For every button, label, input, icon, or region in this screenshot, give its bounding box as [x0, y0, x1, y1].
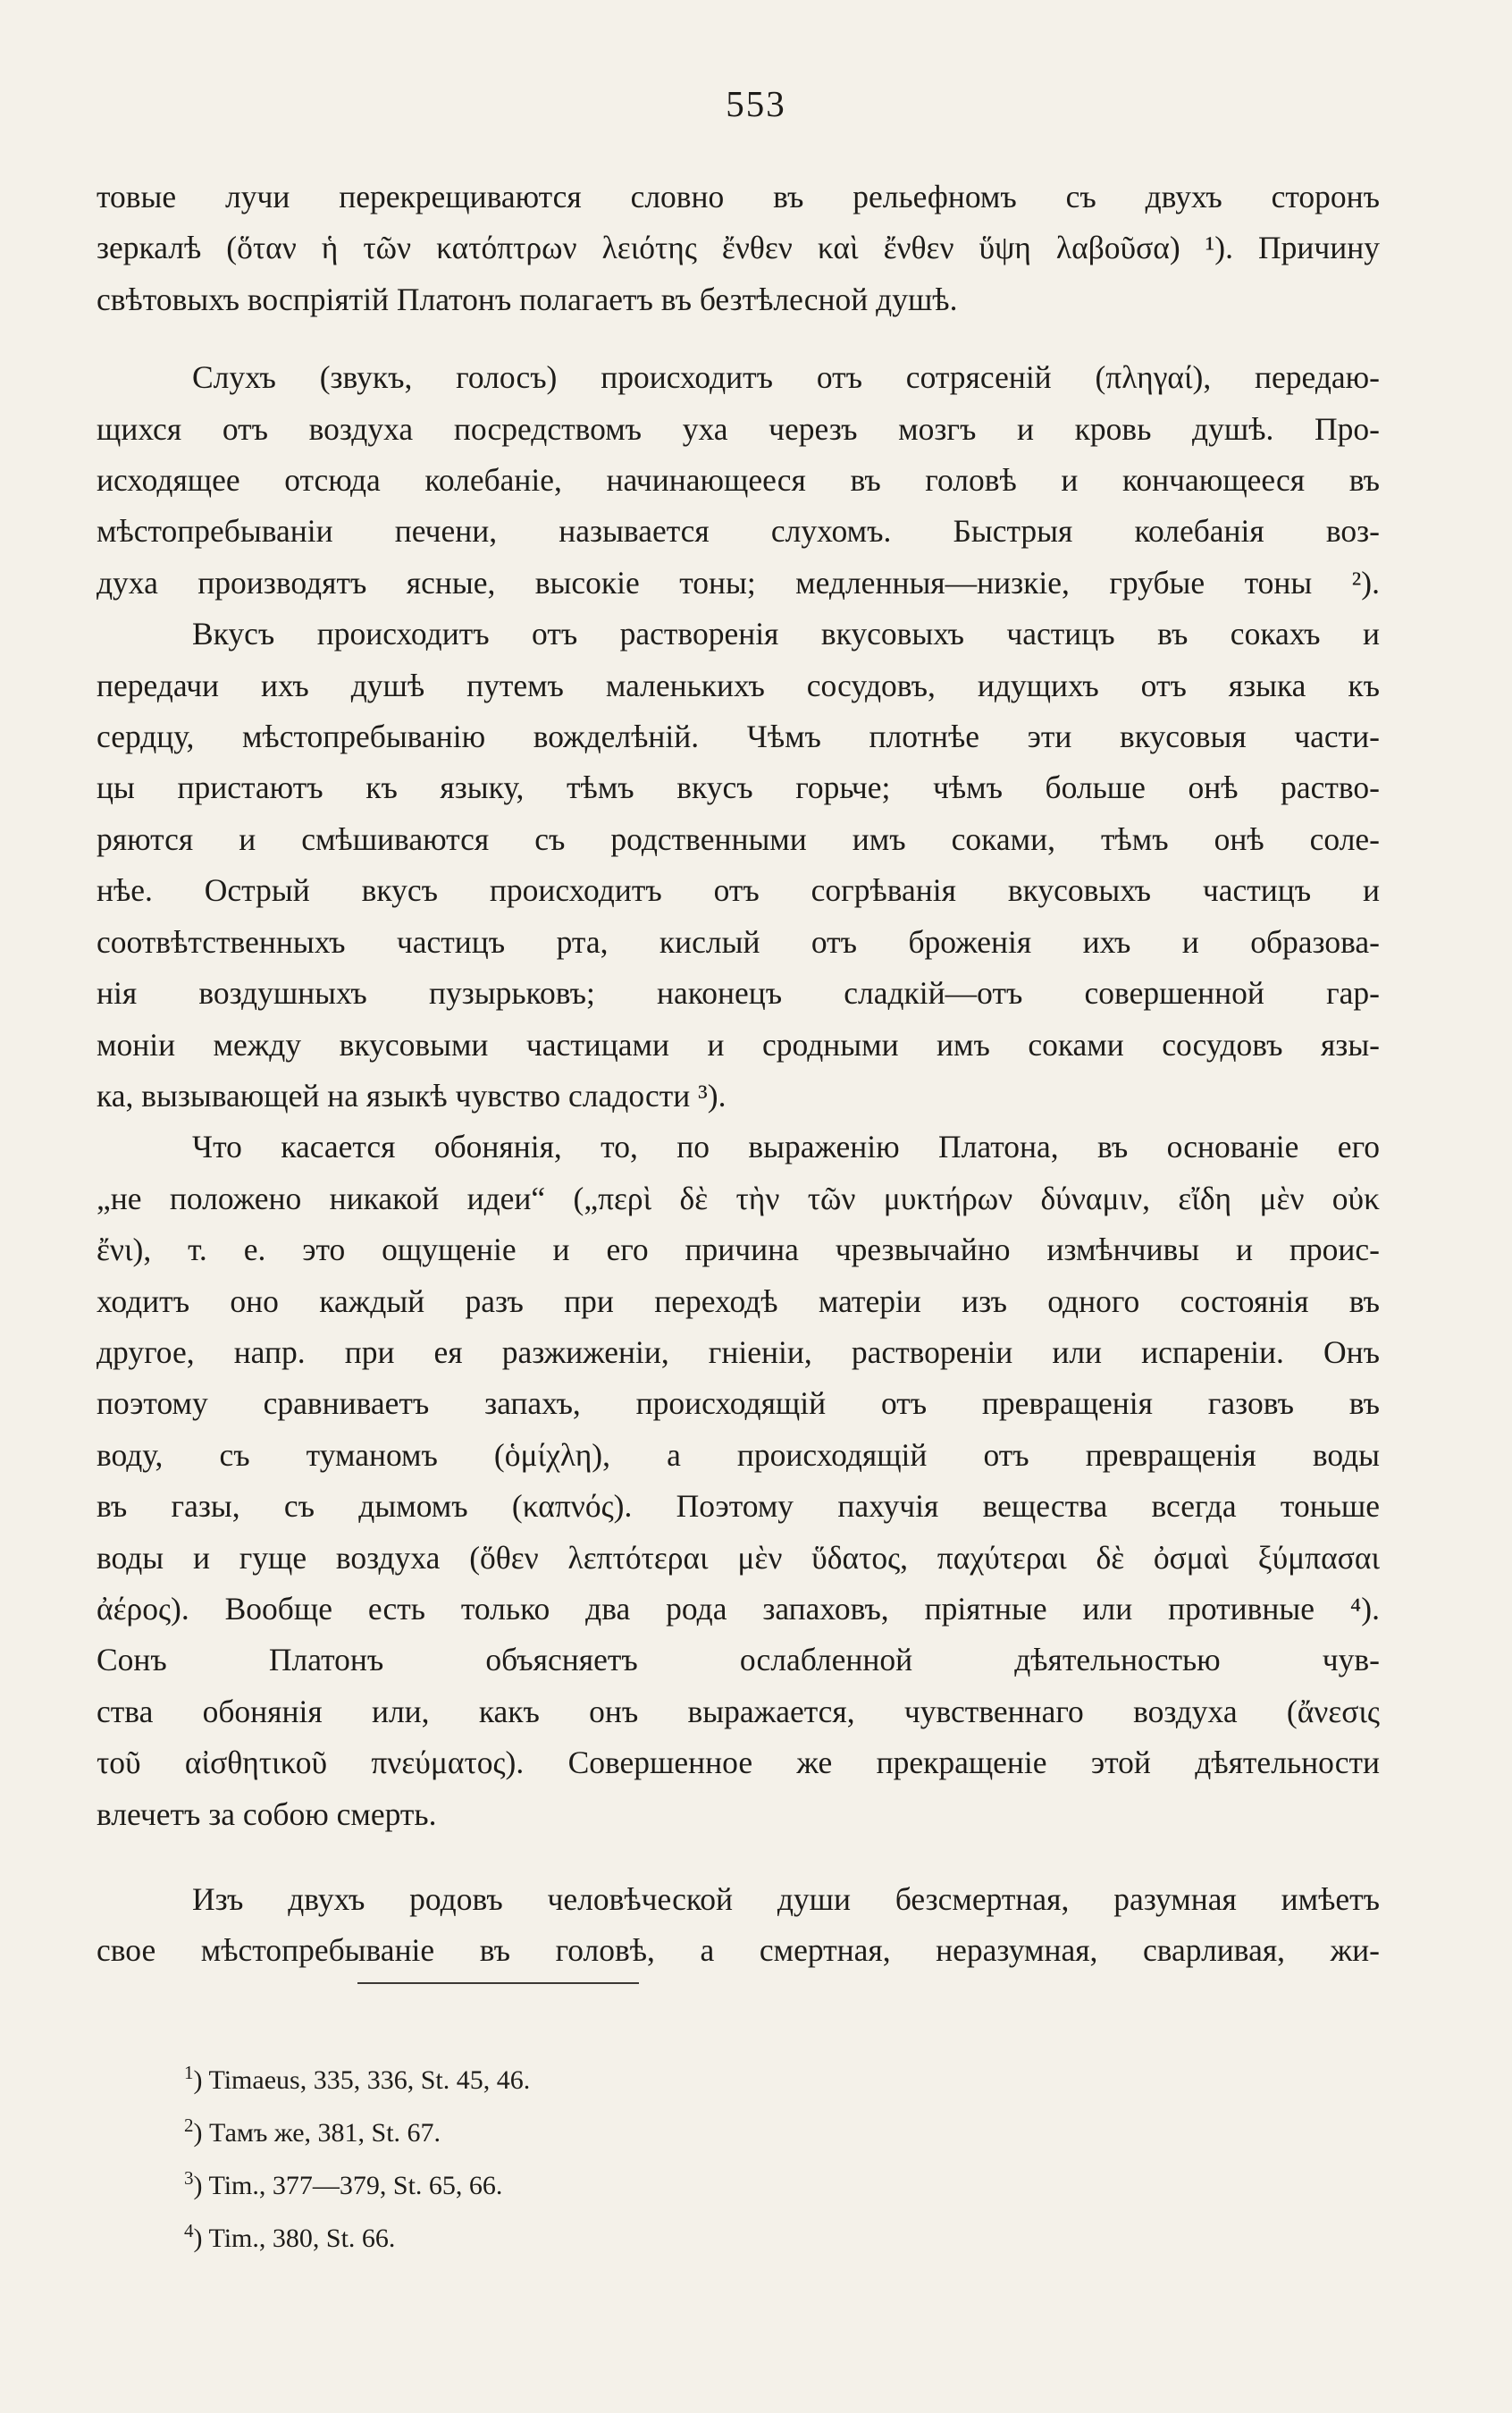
text-line: мѣстопребываніи печени, называется слухомъ. Быстрыя колебанія воз-	[97, 513, 1380, 550]
text-line: воду, съ туманомъ (ὁμίχλη), а происходящій отъ превращенія воды	[97, 1436, 1380, 1473]
text-line: въ газы, съ дымомъ (καπνός). Поэтому пахучія вещества всегда тоньше	[97, 1488, 1380, 1525]
paragraph-smell	[97, 1122, 1380, 1840]
text-line: воды и гуще воздуха (ὅθεν λεπτότεραι μὲν ὕδατος, παχύτεραι δὲ ὀσμαὶ ξύμπασαι	[97, 1539, 1380, 1576]
text-line: Вкусъ происходитъ отъ растворенія вкусовыхъ частицъ въ сокахъ и	[192, 616, 1380, 652]
footnote: $^1$) Timaeus, 335, 336, St. 45, 46.	[184, 2062, 531, 2095]
text-line: свѣтовыхъ воспріятій Платонъ полагаетъ въ безтѣлесной душѣ.	[97, 281, 958, 317]
text-line: товые лучи перекрещиваются словно въ рельефномъ съ двухъ сторонъ	[97, 179, 1380, 214]
footnote: $^3$) Tim., 377—379, St. 65, 66.	[184, 2167, 503, 2200]
paragraph-soul	[97, 1874, 1380, 1977]
text-line: ряются и смѣшиваются съ родственными имъ соками, тѣмъ онѣ соле-	[97, 820, 1380, 857]
text-line: зеркалѣ (ὅταν ἡ τῶν κατόπτρων λειότης ἔνθεν καὶ ἔνθεν ὕψη λαβοῦσα) ¹). Причину	[97, 230, 1380, 266]
text-line: цы пристаютъ къ языку, тѣмъ вкусъ горьче; чѣмъ больше онѣ раство-	[97, 769, 1380, 806]
footnote-mark: 2	[184, 2115, 194, 2136]
text-line: ства обонянія или, какъ онъ выражается, чувственнаго воздуха (ἄνεσις	[97, 1693, 1380, 1729]
text-line: передачи ихъ душѣ путемъ маленькихъ сосудовъ, идущихъ отъ языка къ	[97, 667, 1380, 703]
paragraph-taste	[97, 609, 1380, 1122]
text-line: сердцу, мѣстопребыванію вожделѣній. Чѣмъ плотнѣе эти вкусовыя части-	[97, 719, 1380, 755]
text-line: ходитъ оно каждый разъ при переходѣ матеріи изъ одного состоянія въ	[97, 1282, 1380, 1319]
text-line: нѣе. Острый вкусъ происходитъ отъ согрѣванія вкусовыхъ частицъ и	[97, 872, 1380, 909]
text-line: τοῦ αἰσθητικοῦ πνεύματος). Совершенное же прекращеніе этой дѣятельности	[97, 1745, 1380, 1781]
text-line: соотвѣтственныхъ частицъ рта, кислый отъ броженія ихъ и образова-	[97, 923, 1380, 960]
text-line: влечетъ за собою смерть.	[97, 1795, 437, 1832]
text-line: исходящее отсюда колебаніе, начинающееся въ головѣ и кончающееся въ	[97, 462, 1380, 499]
footnotes	[184, 2050, 988, 2261]
body-text	[97, 172, 1380, 1977]
text-line: нія воздушныхъ пузырьковъ; наконецъ сладкій—отъ совершенной гар-	[97, 975, 1380, 1012]
footnote-text: Tim., 377—379, St. 65, 66.	[208, 2171, 503, 2200]
footnote-mark: 4	[184, 2220, 194, 2241]
page-number: 553	[726, 83, 786, 124]
text-line: Сонъ Платонъ объясняетъ ослабленной дѣятельностью чув-	[97, 1642, 1380, 1678]
text-line: „не положено никакой идеи“ („περὶ δὲ τὴν τῶν μυκτήρων δύναμιν, εἴδη μὲν οὐκ	[97, 1180, 1380, 1216]
footnote-mark: 3	[184, 2167, 194, 2189]
text-line: духа производятъ ясные, высокіе тоны; медленныя—низкіе, грубые тоны ²).	[97, 564, 1380, 601]
footnote-text: Timaeus, 335, 336, St. 45, 46.	[208, 2065, 531, 2095]
footnote-text: Тамъ же, 381, St. 67.	[209, 2118, 441, 2148]
text-line: свое мѣстопребываніе въ головѣ, а смертная, неразумная, сварливая, жи-	[97, 1932, 1380, 1969]
text-line: щихся отъ воздуха посредствомъ уха черезъ мозгъ и кровь душѣ. Про-	[97, 410, 1380, 447]
text-line: моніи между вкусовыми частицами и сродными имъ соками сосудовъ язы-	[97, 1026, 1380, 1063]
paragraph-vision	[97, 172, 1380, 325]
text-line: поэтому сравниваетъ запахъ, происходящій отъ превращенія газовъ въ	[97, 1385, 1380, 1422]
paragraph-hearing	[97, 352, 1380, 609]
text-line: ἔνι), т. е. это ощущеніе и его причина чрезвычайно измѣнчивы и проис-	[97, 1232, 1380, 1268]
text-line: ἀέρος). Вообще есть только два рода запаховъ, пріятные или противные ⁴).	[97, 1590, 1380, 1627]
text-line: Что касается обонянія, то, по выраженію Платона, въ основаніе его	[192, 1129, 1380, 1165]
footnote-text: Tim., 380, St. 66.	[208, 2224, 396, 2253]
footnote-separator	[357, 1982, 639, 1984]
text-line: другое, напр. при ея разжиженіи, гніеніи, раствореніи или испареніи. Онъ	[97, 1333, 1380, 1370]
footnote: $^2$) Тамъ же, 381, St. 67.	[184, 2115, 441, 2148]
text-line: Слухъ (звукъ, голосъ) происходитъ отъ сотрясеній (πληγαί), передаю-	[192, 359, 1380, 396]
footnote: $^4$) Tim., 380, St. 66.	[184, 2220, 396, 2253]
footnote-mark: 1	[184, 2062, 194, 2083]
text-line: Изъ двухъ родовъ человѣческой души безсмертная, разумная имѣетъ	[192, 1881, 1380, 1917]
text-line: ка, вызывающей на языкѣ чувство сладости ³).	[97, 1077, 727, 1114]
